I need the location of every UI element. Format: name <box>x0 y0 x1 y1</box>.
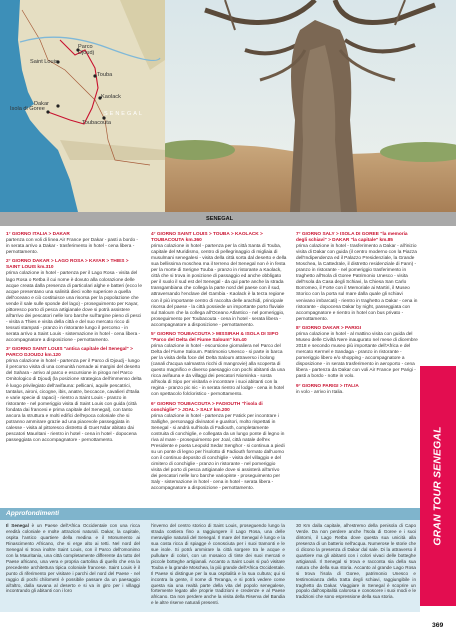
day-8-title: 8° GIORNO DAKAR > PARIGI <box>296 325 362 331</box>
map-label-saint-louis: Saint Louis <box>30 59 58 65</box>
approfondimenti-text-2: l'inverno del centro storico di Saint Louis, proseguendo lungo la strada costiera fino a raggiungere il Lago Rosa, una delle meraviglie naturali del Senegal. Il mare del Senegal è lungo e la sua costa ricca di spiagge è conosciuta per i suoi tramonti e le sue isole. Si potrà ammirare la città sorgere tra le acque e pullulare di colori, con un mosaico di tinte dei suoi mercati e piccole botteghe artigianali. Accanto a Saint Louis si può visitare Touba e la grande Moschea, la più grande dell'Africa Occidentale. Il Paese si distingue per la sua ospitalità e la sua cultura; qui si incontra la gente, il nome di Teranga, e si potrà vedere come questa sia una realtà parte della vita del popolo senegalese, fortemente legato alle proprie tradizioni e credenze e al Paese africano. Da non perdere anche la visita della Riserva del Bandia e le altre riserve naturali presenti. <box>151 523 285 606</box>
day-7-km: km.85 <box>379 238 393 244</box>
hero-images <box>0 0 456 212</box>
day-7-text: prima colazione in hotel - trasferimento a Dakar - all'inizio visita di Dakar con guida (il centro moderno con la Piazza dell'Indipendenza ed il Palazzo Presidenziale, la Grande Moschea, la Cattedrale, il distretto residenziale di Fann) - pranzo in ristorante - nel pomeriggio trasferimento in traghetto all'Isola di Goree Patrimonio Unesco - visita dell'Isola da Casa degli Schiavi, la Chiesa San Carlo Borromeo, il Forte con il Memoriale ai Martiri, il Museo Storico con la porta sul mare dalla quale gli schiavi venivano imbarcati) - rientro in traghetto a Dakar - cena in ristorante - dopocena Dakar by night, passeggiata con accompagnatore e rientro in hotel con bus privato - pernottamento. <box>296 244 418 322</box>
day-3 <box>6 347 142 444</box>
day-7-title: 7° GIORNO SALY > ISOLA DI GOREE "la memoria degli schiavi" > DAKAR "la capitale" <box>296 232 408 244</box>
day-4-title: 4° GIORNO SAINT LOUIS > TOUBA > KAOLACK > TOUBACOUTA <box>151 232 263 244</box>
day-2 <box>6 259 142 344</box>
approfondimenti-column-2 <box>151 523 285 606</box>
day-8-text: prima colazione in hotel - al mattino visita con guida del Museo delle Civiltà Nere inaugurato nel mese di dicembre 2018 e secondo museo più importante dell'Africa e del mercato Kermel e Sandaga - pranzo in ristorante - pomeriggio libero e/o shopping - accompagnatore a disposizione - in serata trasferimento in aeroporto - cena libera - partenza da Dakar con voli Air France per Parigi - pasti a bordo - notte in volo. <box>296 331 418 380</box>
day-6-text: prima colazione in hotel - partenza per Fatick per incontrare i Sallighe, personaggi divinatori e guaritori, molto rispettati in Senegal - si andrà sull'isola di Fadiouth, completamente costruita di conchiglie, e collegata da un lungo ponte di legno in riva al mare - proseguimento per Joal, città natale dell'ex Presidente e poeta Leopold Sedar Senghor - si continua a piedi su un ponte di legno per l'isolotto di Fadiouth formato dall'uomo con il continuo deposito di conchiglie - visita del villaggio e del cimitero di conchiglie - pranzo in ristorante - nel pomeriggio visita del porto di pesca artigianale dove si assisterà all'arrivo dei pescatori nelle loro barche variopinte - proseguimento per Saly - sistemazione in hotel - cena in hotel - serata libera - accompagnatore a disposizione - pernottamento. <box>151 413 285 492</box>
approfondimenti-column-3 <box>296 523 416 600</box>
day-2-km: km.310 <box>37 265 54 271</box>
itinerary-column-2 <box>151 232 287 496</box>
day-3-title: 3° GIORNO SAINT LOUIS "antica capitale del Senegal" > PARCO DJOUDJ <box>6 347 133 359</box>
day-2-text: prima colazione in hotel - partenza per il Lago Rosa - visita del lago Rosa o Retba il cui nome è dovuto alla colorazione delle acque creata dalla presenza di particolari alghe e batteri (ecco le acque presentano una salinità dieci volte superiore a quella dell'oceano e ciò costituisce una risorsa per la popolazione che vende il sale sulle sponde del lago) - proseguimento per Kayar, pittoresco porto di pesca artigianale dove si potrà assistere all'arrivo dei pescatori nelle loro barche sull'argine pieno di pesci - visita a Thies e visita della città e del suo mercato ricco di tessuti stampati - pranzo in ristorante lungo il percorso - in serata arrivo a Saint Louis - sistemazione in hotel - cena libera - accompagnatore a disposizione - pernottamento. <box>6 271 142 343</box>
approfondimenti-lead: Il Senegal <box>6 523 29 528</box>
itinerary-column-3 <box>296 232 418 399</box>
day-4-km: km.360 <box>185 238 202 244</box>
approfondimenti-text-1: è un Paese dell'Africa Occidentale con una ricca eredità coloniale e molte attrazioni naturali. Dakar, la capitale, ospita l'antico quartiere della medina e il Monumento ai Rinascimento Africano, che si erge alto ai tetti. Nel nord del Senegal si trova inoltre Saint Louis, con il Parco dell'omonimo con la Mauritania, una città completamente differente da tutto del Paese africano, una vera e propria cartolina di quello che era la precedente architettura tipica coloniale francese. Saint Louis è il punto di riferimento per visitare i parchi del nord del Paese - nel raggio di pochi chilometri è possibile passare da un paesaggio all'altro, dalla savana al deserto e si va in giro per i villaggi incontrando gli abitanti con i loro <box>6 523 140 594</box>
day-5 <box>151 332 287 399</box>
baobab-illustration <box>165 0 456 212</box>
map-label-touba: Touba <box>97 72 113 78</box>
day-4 <box>151 232 287 329</box>
approfondimenti-column-1 <box>6 523 140 594</box>
page-number: 369 <box>432 622 444 629</box>
map-label-parco-djoudj: Parco Djoudj <box>78 44 94 56</box>
itinerary-column-1 <box>6 232 142 447</box>
day-1-text: partenza con voli di linea Air France per Dakar - pasti a bordo - in serata arrivo a Dakar - trasferimento in hotel - cena libera - pernottamento. <box>6 238 139 256</box>
map-label-toubacouta: Toubacouta <box>82 120 111 126</box>
baobab-photo <box>165 0 456 212</box>
day-3-km: km.120 <box>44 353 61 359</box>
day-1 <box>6 232 142 256</box>
day-2-title: 2° GIORNO DAKAR > LAGO ROSA > KAYAR > THIES > SAINT LOUIS <box>6 259 129 271</box>
approfondimenti-header-bar <box>0 508 420 520</box>
day-6-title: 6° GIORNO TOUBACOUTA > FADIOUTH "l'isola di conchiglie" > JOAL > SALY <box>151 401 263 413</box>
day-9-title: 9° GIORNO PARIGI > ITALIA <box>296 383 359 389</box>
photo-caption: SENEGAL <box>206 216 234 222</box>
day-8 <box>296 326 418 380</box>
approfondimenti-text-3: 30 Km dalla capitale, all'estremo della penisola di Capo Verde. Da non perdere anche l'Isola di Goree e i suoi dintorni, il Lago Retba dove questa sua unicità alla presenza di un batterio nell'acqua. Numerose le storie che ci dicono la presenza di Dakar dal sale. Di la attraverso il quartiere ma gli abitanti con i colori vivaci delle botteghe artigianali. Il Senegal si trova e racconta sia della sua natura che della sua storia. Accanto al grande Lago Rosa si trova l'isola di Goree, patrimonio Unesco e testimonianza della tratta degli schiavi, raggiungibile in traghetto da Dakar. Viaggiare in Senegal è scoprire un popolo dall'ospitalità calorosa e conoscere i suoi modi e le tradizioni che sono espressione della sua storia. <box>296 523 416 600</box>
day-6 <box>151 402 287 493</box>
map-label-kaolack: Kaolack <box>101 94 121 100</box>
day-5-km: km.40 <box>233 337 247 343</box>
section-side-tab-label: GRAN TOUR SENEGAL <box>432 426 444 546</box>
day-1-title: 1° GIORNO ITALIA > DAKAR <box>6 232 70 237</box>
day-9 <box>296 384 418 396</box>
approfondimenti-title: Approfondimenti <box>6 510 60 517</box>
route-map <box>0 0 165 212</box>
day-6-km: km.200 <box>213 407 230 413</box>
map-country-label: SENEGAL <box>104 111 144 117</box>
day-5-title: 5° GIORNO TOUBACOUTA > MISSIRAH & ISOLA DI SIPO "Parco del Delta del Fiume Saloum" <box>151 331 279 343</box>
map-label-isola-di-goree: Isola di Goree <box>10 106 45 112</box>
day-7 <box>296 232 418 323</box>
day-5-text: prima colazione in hotel - escursione giornaliera nel Parco del Delta del Fiume Saloum. Patrimonio Unesco - si parte in barca per la visita della foce del Delta Saloum attraverso i bolong (canali d'acqua salmastra ricchi di mangrovie) alla scoperta di questo magnifico e diverso paesaggio con pochi abitanti da una ricca avifauna e da villaggi dei pescatori Niominka - sosta all'isola di Sipo per visitarla e incontrare i suoi abitanti con la regina - pranzo pic nic - in serata rientro al lodge - cena in hotel con spettacolo folcloristico - pernottamento. <box>151 344 285 398</box>
day-3-text: prima colazione in hotel - partenza per il Parco di Djoudj - lungo il percorso visita di una comunità nomade ai margini del deserto del Sahara - arrivo al parco e escursione in pirogo nel Parco Ornitologico di Djoudj (la posizione strategica dell'immenso delta è luogo privilegiato dell'avifauna: pellicani, aquile pescatrici, tantalus, aironi, cicogne, ibis, anatre, beccacce, cavalieri d'Italia e varie specie di rapaci) - rientro a Saint Louis - pranzo in ristorante - nel pomeriggio visita di Saint Louis con guida (città fondata dai francesi e prima capitale del Senegal), con tanto ancora la struttura e molti edifici dell'epoca coloniale che si potranno ammirare grazie ad una piacevole passeggiata in calesse - visita al pittoresco distretto di Guet Ndar abitato dai pescatori Mauritani - rientro in hotel - cena in hotel - dopocena passeggiata con accompagnatore - pernottamento. <box>6 359 142 443</box>
day-9-text: in volo - arrivo in Italia. <box>296 389 344 395</box>
map-label-dakar: Dakar <box>34 101 49 107</box>
day-4-text: prima colazione in hotel - partenza per la città Santa di Touba, capitale del Muridismo, centro di pellegrinaggio di migliaia di musulmani senegalesi - visita della città sorta dal deserto e della sua bellissima moschea ma il terreno del Senegal non è in festa per la morte di Serigne Touba - pranzo in ristorante a Kaolack, città che si trova in posizione di passaggio ed anche obbligato per il suolo il sud est del Senegal - da qui parte anche la strada transgambiana che collega la parte nord del paese con il sud, attraversando l'enclave del Gambia - Kaolack è la terza regione con il più importante centro di raccolta delle arachidi, principale risorsa del paese - la città possiede un importante porto fluviale sul Saloum che la collega all'Oceano Atlantico - nel pomeriggio, proseguimento per Toubacouta - cena in hotel - serata libera - accompagnatore a disposizione - pernottamento. <box>151 244 287 328</box>
